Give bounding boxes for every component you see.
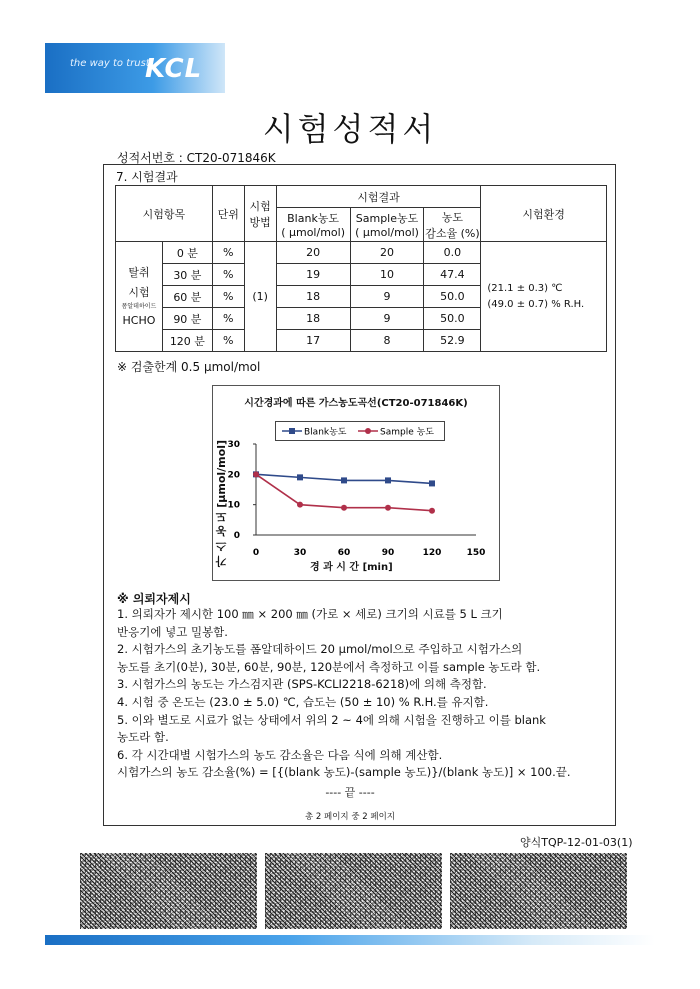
blank-point <box>341 477 347 483</box>
request-line: 5. 이와 별도로 시료가 없는 상태에서 위의 2 ~ 4에 의해 시험을 진행하고 이를 blank <box>117 712 546 727</box>
header-sample: Sample농도 ( μmol/mol) <box>350 208 424 242</box>
rate-cell: 47.4 <box>424 264 481 286</box>
sample-point <box>429 508 435 514</box>
sample-cell: 9 <box>350 286 424 308</box>
document-title: 시험성적서 <box>262 110 438 148</box>
sample-cell: 20 <box>350 242 424 264</box>
request-line: 농도를 초기(0분), 30분, 60분, 90분, 120분에서 측정하고 이를 sample 농도라 함. <box>117 659 541 674</box>
x-tick-label: 120 <box>422 548 442 558</box>
sample-cell: 8 <box>350 330 424 352</box>
requests-list <box>117 606 607 782</box>
unit-cell: % <box>212 264 244 286</box>
legend-blank-label: Blank농도 <box>304 427 347 438</box>
y-tick-label: 0 <box>233 531 240 541</box>
sample-point <box>297 502 303 508</box>
sample-point <box>341 505 347 511</box>
blank-cell: 19 <box>276 264 350 286</box>
request-line: 4. 시험 중 온도는 (23.0 ± 5.0) ℃, 습도는 (50 ± 10) % R.H.를 유지함. <box>117 694 489 709</box>
blank-point <box>385 477 391 483</box>
request-line: 3. 시험가스의 농도는 가스검지관 (SPS-KCLI2218-6218)에 의해 측정함. <box>117 677 487 692</box>
header-result: 시험결과 <box>276 186 481 208</box>
blank-cell: 18 <box>276 308 350 330</box>
end-mark: ---- 끝 ---- <box>325 786 375 799</box>
y-tick-label: 20 <box>227 470 240 481</box>
chart-title: 시간경과에 따른 가스농도곡선(CT20-071846K) <box>244 398 468 409</box>
header-reduction: 농도 감소율 (%) <box>424 208 481 242</box>
request-line: 반응기에 넣고 밀봉함. <box>117 624 228 639</box>
form-number: 양식TQP-12-01-03(1) <box>520 836 633 849</box>
blank-cell: 18 <box>276 286 350 308</box>
rate-cell: 50.0 <box>424 308 481 330</box>
request-line: 시험가스의 농도 감소율(%) = [{(blank 농도)-(sample 농도)}/(blank 농도)] × 100.끝. <box>117 765 571 780</box>
request-line: 2. 시험가스의 초기농도를 폼알데하이드 20 μmol/mol으로 주입하고 시험가스의 <box>117 642 523 657</box>
method-cell: (1) <box>244 242 276 352</box>
time-cell: 120 분 <box>162 330 212 352</box>
chart-x-label: 경 과 시 간 [min] <box>310 562 393 573</box>
blank-cell: 20 <box>276 242 350 264</box>
sample-cell: 10 <box>350 264 424 286</box>
rate-cell: 0.0 <box>424 242 481 264</box>
kcl-logo: KCL <box>145 54 203 84</box>
sample-cell: 9 <box>350 308 424 330</box>
rate-cell: 50.0 <box>424 286 481 308</box>
blank-point <box>429 480 435 486</box>
security-pattern-right <box>450 853 627 929</box>
x-tick-label: 150 <box>466 548 486 558</box>
footer-band <box>45 935 655 945</box>
unit-cell: % <box>212 242 244 264</box>
request-line: 1. 의뢰자가 제시한 100 ㎜ × 200 ㎜ (가로 × 세로) 크기의 시료를 5 L 크기 <box>117 607 503 621</box>
sample-point <box>385 505 391 511</box>
requests-title: ※ 의뢰자제시 <box>117 592 191 606</box>
time-cell: 30 분 <box>162 264 212 286</box>
legend-sample-label: Sample 농도 <box>380 427 434 438</box>
x-tick-label: 0 <box>252 548 260 558</box>
header-method: 시험 방법 <box>244 186 276 242</box>
header-blank: Blank농도 ( μmol/mol) <box>276 208 350 242</box>
header-environment: 시험환경 <box>481 186 607 242</box>
security-pattern-left <box>80 853 257 929</box>
unit-cell: % <box>212 330 244 352</box>
header-unit: 단위 <box>212 186 244 242</box>
request-line: 6. 각 시간대별 시험가스의 농도 감소율은 다음 식에 의해 계산함. <box>117 747 443 762</box>
section-title: 7. 시험결과 <box>116 170 178 184</box>
logo-tagline: the way to trust <box>70 58 150 69</box>
x-tick-label: 60 <box>337 548 351 558</box>
page-number: 총 2 페이지 중 2 페이지 <box>304 812 395 822</box>
y-tick-label: 10 <box>227 500 240 511</box>
detection-limit-note: ※ 검출한계 0.5 μmol/mol <box>117 360 261 374</box>
y-tick-label: 30 <box>227 440 240 450</box>
time-cell: 0 분 <box>162 242 212 264</box>
x-tick-label: 30 <box>293 548 307 558</box>
sample-point <box>253 471 259 477</box>
blank-cell: 17 <box>276 330 350 352</box>
time-cell: 60 분 <box>162 286 212 308</box>
request-line: 농도라 함. <box>117 730 169 745</box>
unit-cell: % <box>212 286 244 308</box>
chart-y-label: 가 스 농 도 [μmol/mol] <box>215 440 228 568</box>
environment-cell: (21.1 ± 0.3) ℃ (49.0 ± 0.7) % R.H. <box>481 242 607 352</box>
unit-cell: % <box>212 308 244 330</box>
test-item-name: 탈취 시험 폼알데하이드 HCHO <box>116 242 163 352</box>
blank-point <box>297 474 303 480</box>
report-number: 성적서번호 : CT20-071846K <box>117 151 276 165</box>
security-pattern-center <box>265 853 442 929</box>
rate-cell: 52.9 <box>424 330 481 352</box>
time-cell: 90 분 <box>162 308 212 330</box>
x-tick-label: 90 <box>381 548 395 558</box>
header-test-item: 시험항목 <box>116 186 213 242</box>
